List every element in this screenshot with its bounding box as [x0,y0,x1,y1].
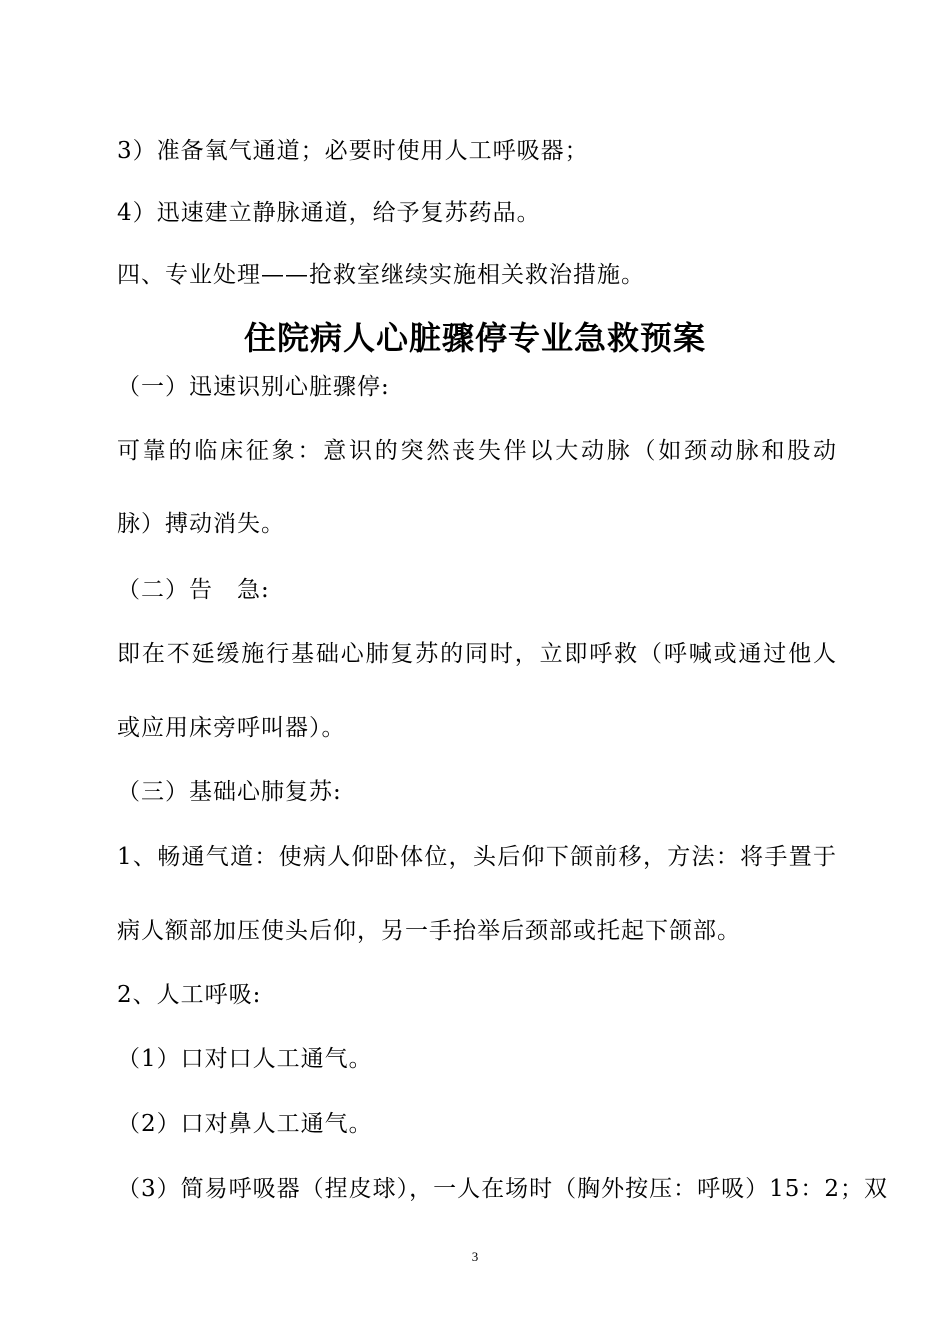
paragraph-line: 可靠的临床征象：意识的突然丧失伴以大动脉（如颈动脉和股动 [117,438,837,464]
list-item: （3）简易呼吸器（捏皮球），一人在场时（胸外按压：呼吸）15：2；双 [117,1176,889,1202]
page-number: 3 [471,1249,479,1264]
paragraph-line: 3）准备氧气通道；必要时使用人工呼吸器； [117,138,589,164]
subsection-heading: 2、人工呼吸: [117,982,262,1008]
paragraph-line: 或应用床旁呼叫器）。 [117,715,346,741]
paragraph-line: 病人额部加压使头后仰，另一手抬举后颈部或托起下颌部。 [117,918,741,944]
list-item: （1）口对口人工通气。 [117,1046,373,1072]
list-item: （2）口对鼻人工通气。 [117,1111,373,1137]
section-heading: （二）告 急: [117,577,270,603]
section-heading: （三）基础心肺复苏: [117,779,342,805]
paragraph-line: 1、畅通气道：使病人仰卧体位，头后仰下颌前移，方法：将手置于 [117,844,837,870]
paragraph-line: 即在不延缓施行基础心肺复苏的同时，立即呼救（呼喊或通过他人 [117,641,837,667]
paragraph-line: 4）迅速建立静脉通道，给予复苏药品。 [117,200,541,226]
paragraph-line: 四、专业处理——抢救室继续实施相关救治措施。 [117,262,645,288]
document-title: 住院病人心脏骤停专业急救预案 [243,319,706,357]
section-heading: （一）迅速识别心脏骤停: [117,374,390,400]
paragraph-line: 脉）搏动消失。 [117,511,285,537]
